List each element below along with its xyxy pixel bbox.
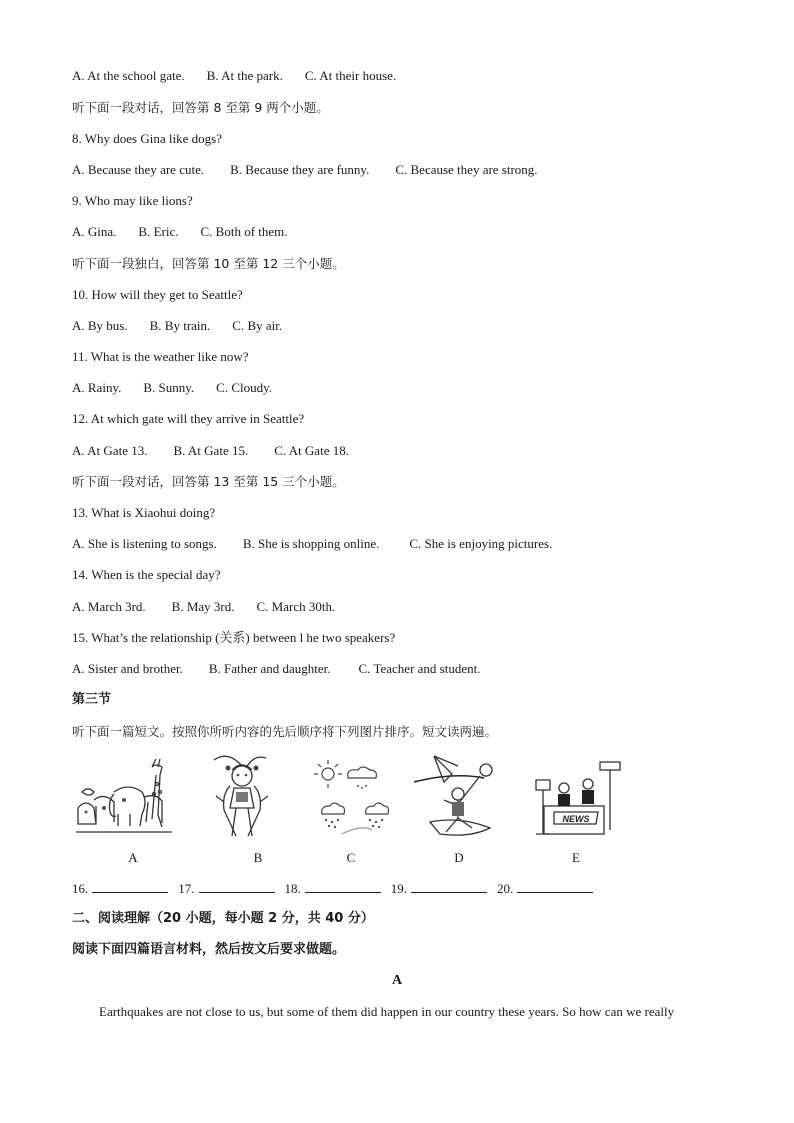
option-a: A. Rainy. [72,380,122,395]
passage-a-text: Earthquakes are not close to us, but some of them did happen in our country these years. So how can we really [99,1004,675,1019]
option-c: C. Both of them. [200,224,288,239]
part-2-instruction: 阅读下面四篇语言材料，然后按文后要求做题。 [72,942,346,957]
option-b: B. May 3rd. [171,599,235,614]
q14-options [72,599,335,615]
blank-18-line[interactable] [305,880,381,893]
question-8: 8. Why does Gina like dogs? [72,131,222,146]
question-11: 11. What is the weather like now? [72,349,249,364]
section-3-title: 第三节 [72,692,112,707]
blank-16-label: 16. [72,881,89,896]
passage-a-label: A [391,973,403,988]
picture-label-a: A [128,850,138,865]
option-c: C. Cloudy. [216,380,273,395]
picture-c-weather-icons [314,752,394,842]
picture-d-basketball-player [414,752,504,842]
picture-label-b: B [253,850,263,865]
option-b: B. She is shopping online. [242,536,380,551]
part-2-title: 二、阅读理解（20 小题，每小题 2 分，共 40 分） [72,911,374,926]
section-3-instruction: 听下面一篇短文。按照你所听内容的先后顺序将下列图片排序。短文读两遍。 [72,724,498,739]
option-b: B. Sunny. [143,380,195,395]
blank-17-line[interactable] [199,880,275,893]
instruction-13-15: 听下面一段对话，回答第 13 至第 15 三个小题。 [72,474,345,489]
q10-options [72,318,282,334]
option-a: A. Because they are cute. [72,162,205,177]
blank-20-line[interactable] [517,880,593,893]
option-a: A. Gina. [72,224,117,239]
q12-options [72,443,349,459]
news-sign: NEWS [562,814,590,824]
option-a: A. She is listening to songs. [72,536,217,551]
picture-label-e: E [572,850,580,865]
question-15: 15. What’s the relationship (关系) between l he two speakers? [72,630,396,645]
option-b: B. At Gate 15. [173,443,249,458]
q13-options [72,536,552,552]
answer-blanks-row [72,880,603,897]
q15-options [72,661,480,677]
option-c: C. Teacher and student. [358,661,481,676]
option-b: B. At the park. [206,68,283,83]
question-14: 14. When is the special day? [72,567,221,582]
picture-label-d: D [454,850,464,865]
option-c: C. By air. [232,318,283,333]
q9-options [72,224,288,240]
instruction-8-9: 听下面一段对话，回答第 8 至第 9 两个小题。 [72,100,329,115]
blank-16-line[interactable] [92,880,168,893]
option-c: C. March 30th. [256,599,336,614]
blank-19-line[interactable] [411,880,487,893]
picture-a-zoo-animals [74,752,174,842]
blank-19-label: 19. [390,881,407,896]
option-b: B. By train. [149,318,211,333]
option-a: A. Sister and brother. [72,661,183,676]
question-13: 13. What is Xiaohui doing? [72,505,216,520]
blank-18-label: 18. [284,881,301,896]
q8-options [72,162,538,178]
option-a: A. By bus. [72,318,128,333]
blank-20-label: 20. [497,881,514,896]
question-12: 12. At which gate will they arrive in Seattle? [72,411,305,426]
option-a: A. At the school gate. [72,68,185,83]
option-b: B. Father and daughter. [208,661,331,676]
instruction-10-12: 听下面一段独白，回答第 10 至第 12 三个小题。 [72,256,345,271]
option-c: C. She is enjoying pictures. [409,536,553,551]
question-10: 10. How will they get to Seattle? [72,287,243,302]
option-c: C. At Gate 18. [274,443,349,458]
option-c: C. Because they are strong. [395,162,538,177]
q7-options [72,68,396,84]
option-a: A. March 3rd. [72,599,146,614]
question-9: 9. Who may like lions? [72,193,193,208]
picture-label-c: C [346,850,356,865]
option-c: C. At their house. [304,68,397,83]
option-a: A. At Gate 13. [72,443,148,458]
option-b: B. Eric. [138,224,179,239]
option-b: B. Because they are funny. [230,162,370,177]
q11-options [72,380,272,396]
blank-17-label: 17. [178,881,195,896]
picture-b-opera-figure [206,752,278,842]
picture-e-news-studio [530,752,626,842]
